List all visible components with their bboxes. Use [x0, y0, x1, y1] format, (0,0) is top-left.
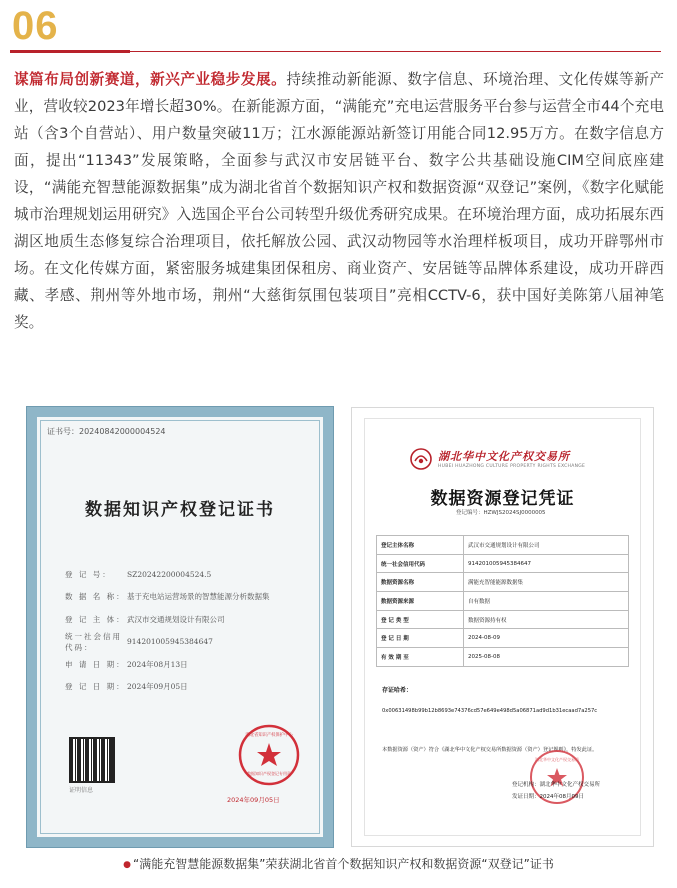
section-number: 06: [12, 4, 59, 48]
certificate-title: 数据知识产权登记证书: [85, 500, 275, 520]
field-value: 2024年08月13日: [127, 659, 188, 669]
field-label: 登 记 主 体：: [65, 614, 126, 624]
table-row: [377, 536, 629, 555]
certificate-number: 证书号：20240842000004524: [47, 427, 166, 436]
table-row: [377, 629, 629, 648]
exchange-name-en: HUBEI HUAZHONG CULTURE PROPERTY RIGHTS EXCHANGE: [438, 464, 586, 469]
paragraph-body: 持续推动新能源、数字信息、环境治理、文化传媒等新产业，营收较2023年增长超30%。在新能源方面，“满能充”充电运营服务平台参与运营全市44个充电站（含3个自营站）、用户数量突破11万；江水源能源站新签订用能合同12.95万方。在数字信息方面，提出“11343”发展策略，全面参与武汉市安居链平台、数字公共基础设施CIM空间底座建设，“满能充智慧能源数据集”成为湖北省首个数据知识产权和数据资源“双登记”案例，《数字化赋能城市治理规划运用研究》入选国企平台公司转型升级优秀研究成果。在环境治理方面，成功拓展东西湖区地质生态修复综合治理项目，依托解放公园、武汉动物园等水治理样板项目，成功开辟鄂州市场。在文化传媒方面，紧密服务城建集团保租房、商业资产、安居链等品牌体系建设，成功开辟西藏、孝感、荆州等外地市场，荆州“大慈街氛围包装项目”亮相CCTV-6，获中国好美陈第八届神笔奖。: [14, 71, 664, 331]
table-value: 满能充智能能源数据集: [464, 573, 629, 592]
table-row: [377, 554, 629, 573]
table-key: 有 效 期 至: [377, 648, 464, 667]
table-row: [377, 592, 629, 611]
seal-text: 湖北华中文化产权交易所: [535, 757, 579, 762]
certificate-fields: [65, 563, 315, 698]
hash-label: 存证哈希：: [382, 687, 413, 694]
qr-code-icon: [69, 737, 115, 783]
certificate-field: [65, 563, 315, 586]
ip-certificate-image: [27, 407, 333, 847]
field-label: 统一社会信用代码：: [65, 631, 122, 652]
paragraph-lead: 谋篇布局创新赛道，新兴产业稳步发展。: [14, 71, 287, 88]
seal-date: 2024年09月05日: [227, 796, 280, 804]
issue-date: 发证日期：2024年08月09日: [512, 794, 584, 800]
table-row: [377, 648, 629, 667]
certificate-field: [65, 586, 315, 609]
table-value: 数据资源持有权: [464, 610, 629, 629]
section-rule-thin: [10, 51, 661, 52]
table-value: 914201005945384647: [464, 554, 629, 573]
registration-organization: 登记机构：湖北华中文化产权交易所: [512, 782, 601, 788]
certificate-title: 数据资源登记凭证: [430, 489, 575, 509]
registration-number: 登记编号：HZWJS2024SJ0000005: [456, 510, 546, 516]
field-label: 数 据 名 称：: [65, 592, 126, 602]
seal-text: 湖北省知识产权保护中心: [245, 733, 293, 738]
table-key: 登 记 类 型: [377, 610, 464, 629]
certificate-field: [65, 608, 315, 631]
exchange-name: 湖北华中文化产权交易所: [438, 450, 570, 463]
field-value: 武汉市交通规划设计有限公司: [127, 614, 225, 624]
seal-subtext: 数据知识产权登记专用章: [247, 771, 291, 776]
field-value: 2024年09月05日: [127, 682, 188, 692]
body-paragraph: [14, 66, 664, 336]
exchange-logo-icon: [410, 448, 432, 470]
table-key: 数据资源名称: [377, 573, 464, 592]
table-key: 登 记 日 期: [377, 629, 464, 648]
certificate-field: [65, 676, 315, 699]
qr-caption: 证明信息: [69, 787, 94, 794]
figure-caption: [0, 855, 677, 872]
table-key: 数据资源来源: [377, 592, 464, 611]
certificate-table: [376, 535, 629, 667]
field-label: 申 请 日 期：: [65, 659, 126, 669]
table-value: 自有数据: [464, 592, 629, 611]
bullet-icon: ●: [123, 860, 131, 870]
hash-value: 0x00631498b99b12b8693e74376cd57e649e498d5a06871ad9d1b31ecaad7a257c: [382, 708, 598, 714]
caption-text: “满能充智慧能源数据集”荣获湖北省首个数据知识产权和数据资源“双登记”证书: [132, 857, 554, 871]
table-key: 统一社会信用代码: [377, 554, 464, 573]
certificate-notice: 本数据资源（资产）符合《湖北华中文化产权交易所数据资源（资产）登记规则》，特发此证。: [382, 747, 598, 753]
field-label: 登 记 日 期：: [65, 682, 126, 692]
table-key: 登记主体名称: [377, 536, 464, 555]
certificate-field: [65, 653, 315, 676]
field-value: SZ20242200004524.5: [127, 569, 212, 579]
certificate-field: [65, 631, 315, 654]
red-seal-icon: [237, 723, 301, 787]
field-label: 登 记 号：: [65, 569, 112, 579]
table-row: [377, 573, 629, 592]
table-value: 2024-08-09: [464, 629, 629, 648]
table-value: 2025-08-08: [464, 648, 629, 667]
table-row: [377, 610, 629, 629]
data-resource-certificate-image: [351, 407, 654, 847]
table-value: 武汉市交通规划设计有限公司: [464, 536, 629, 555]
field-value: 基于充电站运营场景的智慧能源分析数据集: [127, 592, 270, 602]
field-value: 914201005945384647: [127, 637, 213, 647]
